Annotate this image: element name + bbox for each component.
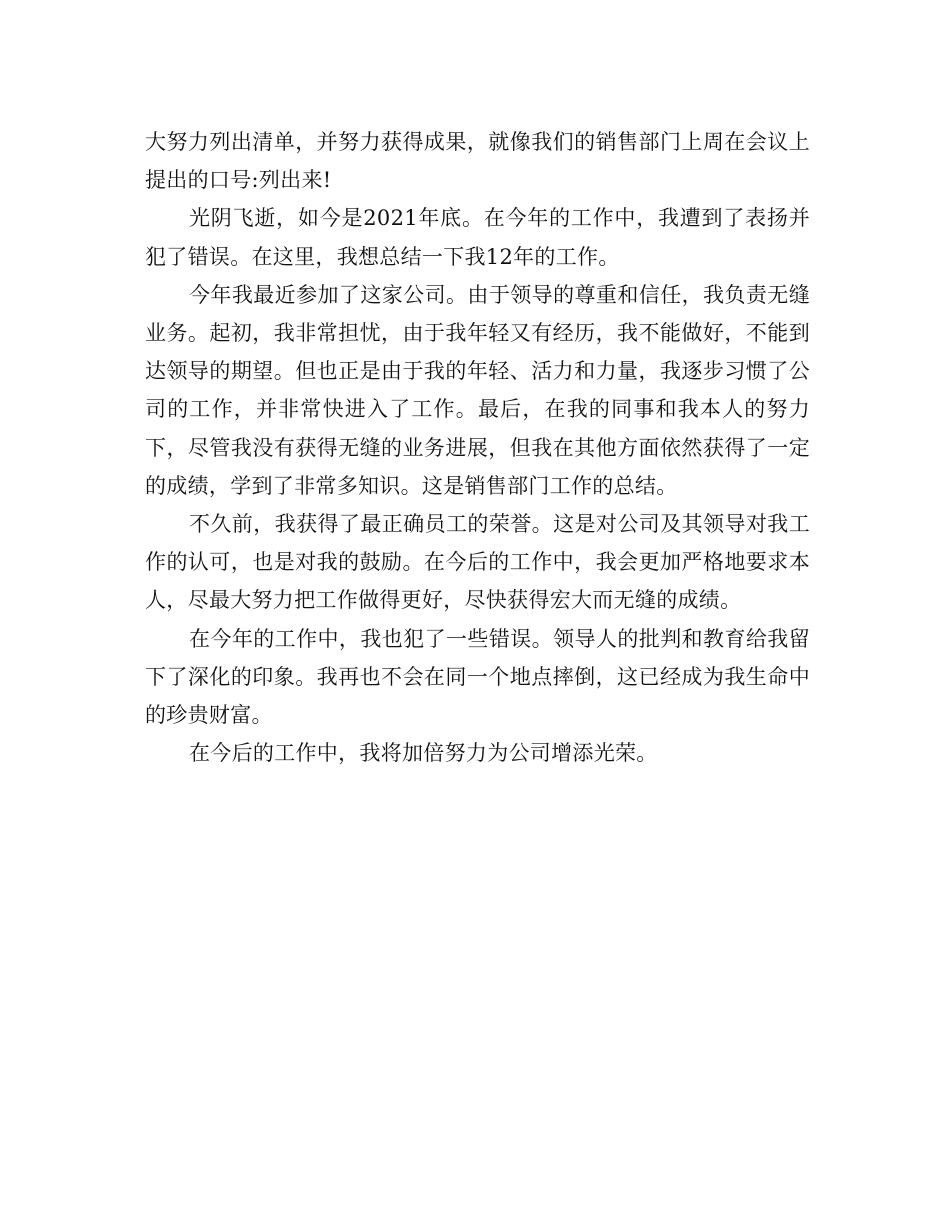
paragraph-mistakes: 在今年的工作中，我也犯了一些错误。领导人的批判和教育给我留下了深化的印象。我再也不会在同一个地点摔倒，这已经成为我生命中的珍贵财富。 [145, 626, 810, 728]
paragraph-closing: 在今后的工作中，我将加倍努力为公司增添光荣。 [189, 741, 658, 766]
paragraph-continuation: 大努力列出清单，并努力获得成果，就像我们的销售部门上周在会议上提出的口号:列出来! [145, 130, 810, 193]
paragraph-year-end: 光阴飞逝，如今是2021年底。在今年的工作中，我遭到了表扬并犯了错误。在这里，我想总结一下我12年的工作。 [145, 206, 810, 269]
paragraph-joined-company: 今年我最近参加了这家公司。由于领导的尊重和信任，我负责无缝业务。起初，我非常担忧，由于我年轻又有经历，我不能做好，不能到达领导的期望。但也正是由于我的年轻、活力和力量，我逐步习惯了公司的工作，并非常快进入了工作。最后，在我的同事和我本人的努力下，尽管我没有获得无缝的业务进展，但我在其他方面依然获得了一定的成绩，学到了非常多知识。这是销售部门工作的总结。 [145, 282, 810, 498]
paragraph-honor: 不久前，我获得了最正确员工的荣誉。这是对公司及其领导对我工作的认可，也是对我的鼓励。在今后的工作中，我会更加严格地要求本人，尽最大努力把工作做得更好，尽快获得宏大而无缝的成绩。 [145, 512, 810, 613]
document-body [145, 123, 810, 772]
